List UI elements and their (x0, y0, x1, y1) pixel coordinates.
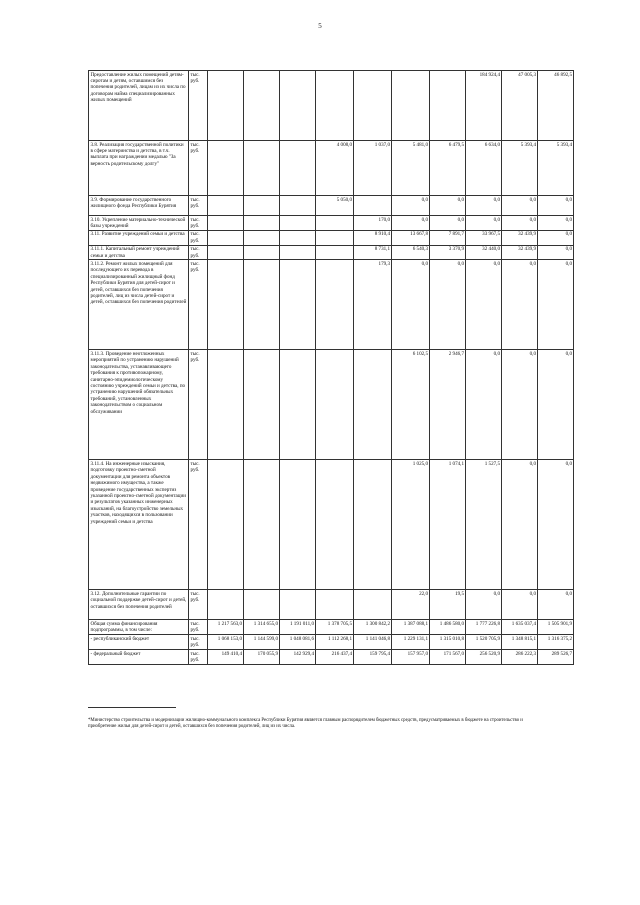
row-name: - республиканский бюджет (89, 635, 189, 650)
value-cell (244, 71, 280, 141)
value-cell: 0,0 (502, 350, 538, 460)
value-cell: 289 526,7 (538, 650, 574, 665)
value-cell: 1 316 375,2 (538, 635, 574, 650)
value-cell (244, 141, 280, 196)
value-cell: 1 025,0 (392, 460, 430, 590)
row-unit: тыс. руб. (189, 216, 208, 231)
value-cell (244, 216, 280, 231)
value-cell (244, 230, 280, 245)
row-unit: тыс. руб. (189, 245, 208, 260)
value-cell (244, 196, 280, 216)
value-cell: 47 005,3 (502, 71, 538, 141)
value-cell (354, 460, 392, 590)
value-cell: 1 348 815,1 (502, 635, 538, 650)
value-cell (280, 71, 316, 141)
value-cell: 1 229 131,1 (392, 635, 430, 650)
table-row (89, 71, 574, 141)
value-cell: 1 074,1 (430, 460, 466, 590)
value-cell: 1 635 037,4 (502, 620, 538, 635)
page-number: 5 (318, 22, 322, 30)
value-cell: 0,0 (466, 350, 502, 460)
value-cell: 1 141 046,8 (354, 635, 392, 650)
value-cell: 1 037,0 (354, 141, 392, 196)
value-cell: 0,0 (392, 196, 430, 216)
table-row (89, 620, 574, 635)
value-cell: 1 144 599,0 (244, 635, 280, 650)
table-row (89, 141, 574, 196)
row-unit: тыс. руб. (189, 460, 208, 590)
value-cell (316, 71, 354, 141)
value-cell: 0,0 (538, 460, 574, 590)
table-row (89, 245, 574, 260)
value-cell: 1 068 153,0 (208, 635, 244, 650)
footnote-divider (88, 707, 176, 708)
value-cell: 0,0 (430, 196, 466, 216)
financing-table-wrapper (88, 70, 574, 665)
value-cell: 0,0 (466, 260, 502, 350)
value-cell: 32 439,9 (502, 230, 538, 245)
value-cell (280, 196, 316, 216)
table-row (89, 590, 574, 620)
value-cell: 171 567,0 (430, 650, 466, 665)
value-cell: 1 777 226,8 (466, 620, 502, 635)
value-cell: 1 048 081,6 (280, 635, 316, 650)
value-cell: 0,0 (538, 216, 574, 231)
table-row (89, 460, 574, 590)
value-cell: 1 387 088,1 (392, 620, 430, 635)
value-cell: 7 891,7 (430, 230, 466, 245)
row-unit: тыс. руб. (189, 635, 208, 650)
value-cell: 0,0 (538, 196, 574, 216)
value-cell: 6 102,5 (392, 350, 430, 460)
value-cell: 1 112 268,1 (316, 635, 354, 650)
row-unit: тыс. руб. (189, 230, 208, 245)
value-cell: 0,0 (538, 230, 574, 245)
value-cell: 0,0 (392, 216, 430, 231)
value-cell (280, 460, 316, 590)
value-cell (208, 460, 244, 590)
value-cell: 1 527,5 (466, 460, 502, 590)
value-cell: 6 479,5 (430, 141, 466, 196)
row-unit: тыс. руб. (189, 650, 208, 665)
value-cell (354, 71, 392, 141)
value-cell: 32 439,9 (502, 245, 538, 260)
value-cell: 0,0 (538, 350, 574, 460)
value-cell: 1 217 563,0 (208, 620, 244, 635)
financing-table (88, 70, 574, 665)
value-cell: 33 967,5 (466, 230, 502, 245)
value-cell: 8 731,1 (354, 245, 392, 260)
value-cell: 3 370,9 (430, 245, 466, 260)
value-cell: 216 437,4 (316, 650, 354, 665)
value-cell: 32 440,0 (466, 245, 502, 260)
row-unit: тыс. руб. (189, 350, 208, 460)
value-cell: 5 393,4 (502, 141, 538, 196)
value-cell: 1 378 705,5 (316, 620, 354, 635)
table-row (89, 230, 574, 245)
value-cell: 170,0 (354, 216, 392, 231)
value-cell: 6 634,0 (466, 141, 502, 196)
value-cell: 0,0 (466, 216, 502, 231)
value-cell (208, 71, 244, 141)
value-cell: 0,0 (538, 590, 574, 620)
value-cell (354, 196, 392, 216)
value-cell: 0,0 (502, 460, 538, 590)
value-cell: 8 910,4 (354, 230, 392, 245)
value-cell (316, 260, 354, 350)
value-cell (208, 260, 244, 350)
value-cell (392, 71, 430, 141)
value-cell: 0,0 (502, 260, 538, 350)
row-unit: тыс. руб. (189, 260, 208, 350)
value-cell: 46 892,5 (538, 71, 574, 141)
value-cell: 1 300 842,2 (354, 620, 392, 635)
value-cell: 286 222,3 (502, 650, 538, 665)
value-cell (208, 141, 244, 196)
value-cell (280, 590, 316, 620)
row-name: 3.11. Развитие учреждений семьи и детства (89, 230, 189, 245)
table-row (89, 650, 574, 665)
value-cell (244, 260, 280, 350)
value-cell: 0,0 (502, 590, 538, 620)
value-cell (430, 71, 466, 141)
value-cell (244, 245, 280, 260)
value-cell (316, 230, 354, 245)
value-cell: 157 957,0 (392, 650, 430, 665)
row-unit: тыс. руб. (189, 620, 208, 635)
value-cell (280, 230, 316, 245)
value-cell: 142 929,4 (280, 650, 316, 665)
value-cell (354, 350, 392, 460)
value-cell (244, 590, 280, 620)
value-cell (280, 141, 316, 196)
value-cell: 159 795,4 (354, 650, 392, 665)
table-row (89, 260, 574, 350)
value-cell: 0,0 (502, 196, 538, 216)
value-cell: 19,5 (430, 590, 466, 620)
value-cell (316, 350, 354, 460)
row-name: 3.11.4. На инженерные изыскания, подготовку проектно-сметной документации для ремонта объектов недвижимого имущества, а также проведение государственных экспертиз указанной проектно-сметной документации и результатов указанных инженерных изысканий, на благоустройство земельных участков, находящихся в пользовании учреждений семьи и детства (89, 460, 189, 590)
value-cell: 1 315 010,8 (430, 635, 466, 650)
row-unit: тыс. руб. (189, 590, 208, 620)
value-cell (208, 196, 244, 216)
value-cell: 0,0 (466, 590, 502, 620)
value-cell: 5 393,4 (538, 141, 574, 196)
table-row (89, 350, 574, 460)
value-cell: 2 946,7 (430, 350, 466, 460)
value-cell: 0,0 (430, 216, 466, 231)
value-cell (316, 460, 354, 590)
value-cell (316, 216, 354, 231)
table-row (89, 635, 574, 650)
value-cell: 1 191 011,0 (280, 620, 316, 635)
value-cell (280, 216, 316, 231)
value-cell: 4 008,0 (316, 141, 354, 196)
row-name: 3.10. Укрепление материально-технической базы учреждений (89, 216, 189, 231)
table-row (89, 196, 574, 216)
value-cell (208, 216, 244, 231)
value-cell: 1 486 580,0 (430, 620, 466, 635)
row-name: 3.8. Реализация государственной политики в сфере материнства и детства, в т.ч. выплата при награждении медалью "За верность родительскому долгу" (89, 141, 189, 196)
value-cell: 1 520 705,9 (466, 635, 502, 650)
value-cell: 22,0 (392, 590, 430, 620)
value-cell: 1 314 655,0 (244, 620, 280, 635)
row-name: Предоставление жилых помещений детям-сиротам и детям, оставшимся без попечения родителей, лицам из их числа по договорам найма специализированных жилых помещений (89, 71, 189, 141)
value-cell (208, 230, 244, 245)
value-cell (280, 260, 316, 350)
value-cell: 5 481,0 (392, 141, 430, 196)
value-cell: 0,0 (538, 245, 574, 260)
value-cell: 0,0 (430, 260, 466, 350)
row-name: 3.11.2. Ремонт жилых помещений для последующего их перевода в специализированный жилищный фонд Республики Бурятия для детей-сирот и детей, оставшихся без попечения родителей, лиц из числа детей-сирот и детей, оставшихся без попечения родителей (89, 260, 189, 350)
value-cell: 0,0 (502, 216, 538, 231)
row-name: 3.11.3. Проведение неотложенных мероприятий по устранению нарушений законодательства, устанавливающего требования к противопожарному, санитарно-эпидемиологическому состоянию учреждений семьи и детства, по устранению нарушений обязательных требований, установленных законодательством о социальном обслуживании (89, 350, 189, 460)
value-cell (354, 590, 392, 620)
value-cell (316, 590, 354, 620)
footnote: *Министерство строительства и модернизации жилищно-коммунального комплекса Республики Бурятия является главным распорядителем бюджетных средств, предусматриваемых в бюджете на строительство и приобретение жилья для детей-сирот и детей, оставшихся без попечения родителей, лиц из их числа. (88, 718, 523, 730)
value-cell (280, 245, 316, 260)
value-cell: 256 520,9 (466, 650, 502, 665)
value-cell (316, 245, 354, 260)
value-cell (244, 460, 280, 590)
value-cell: 184 924,4 (466, 71, 502, 141)
value-cell: 0,0 (538, 260, 574, 350)
value-cell (208, 245, 244, 260)
row-name: 3.12. Дополнительные гарантии по социальной поддержке детей-сирот и детей, оставшихся без попечения родителей (89, 590, 189, 620)
table-row (89, 216, 574, 231)
value-cell (244, 350, 280, 460)
value-cell: 0,0 (392, 260, 430, 350)
row-unit: тыс. руб. (189, 71, 208, 141)
value-cell (208, 350, 244, 460)
value-cell (280, 350, 316, 460)
value-cell: 179,3 (354, 260, 392, 350)
value-cell: 0,0 (466, 196, 502, 216)
row-name: 3.9. Формирование государственного жилищного фонда Республики Бурятия (89, 196, 189, 216)
row-name: - федеральный бюджет (89, 650, 189, 665)
value-cell: 13 667,8 (392, 230, 430, 245)
row-name: Общая сумма финансирования подпрограммы, в том числе: (89, 620, 189, 635)
value-cell: 170 055,9 (244, 650, 280, 665)
value-cell: 5 050,0 (316, 196, 354, 216)
value-cell (208, 590, 244, 620)
row-unit: тыс. руб. (189, 141, 208, 196)
value-cell: 6 540,3 (392, 245, 430, 260)
row-unit: тыс. руб. (189, 196, 208, 216)
value-cell: 149 410,4 (208, 650, 244, 665)
value-cell: 1 505 901,9 (538, 620, 574, 635)
row-name: 3.11.1. Капитальный ремонт учреждений семьи и детства (89, 245, 189, 260)
